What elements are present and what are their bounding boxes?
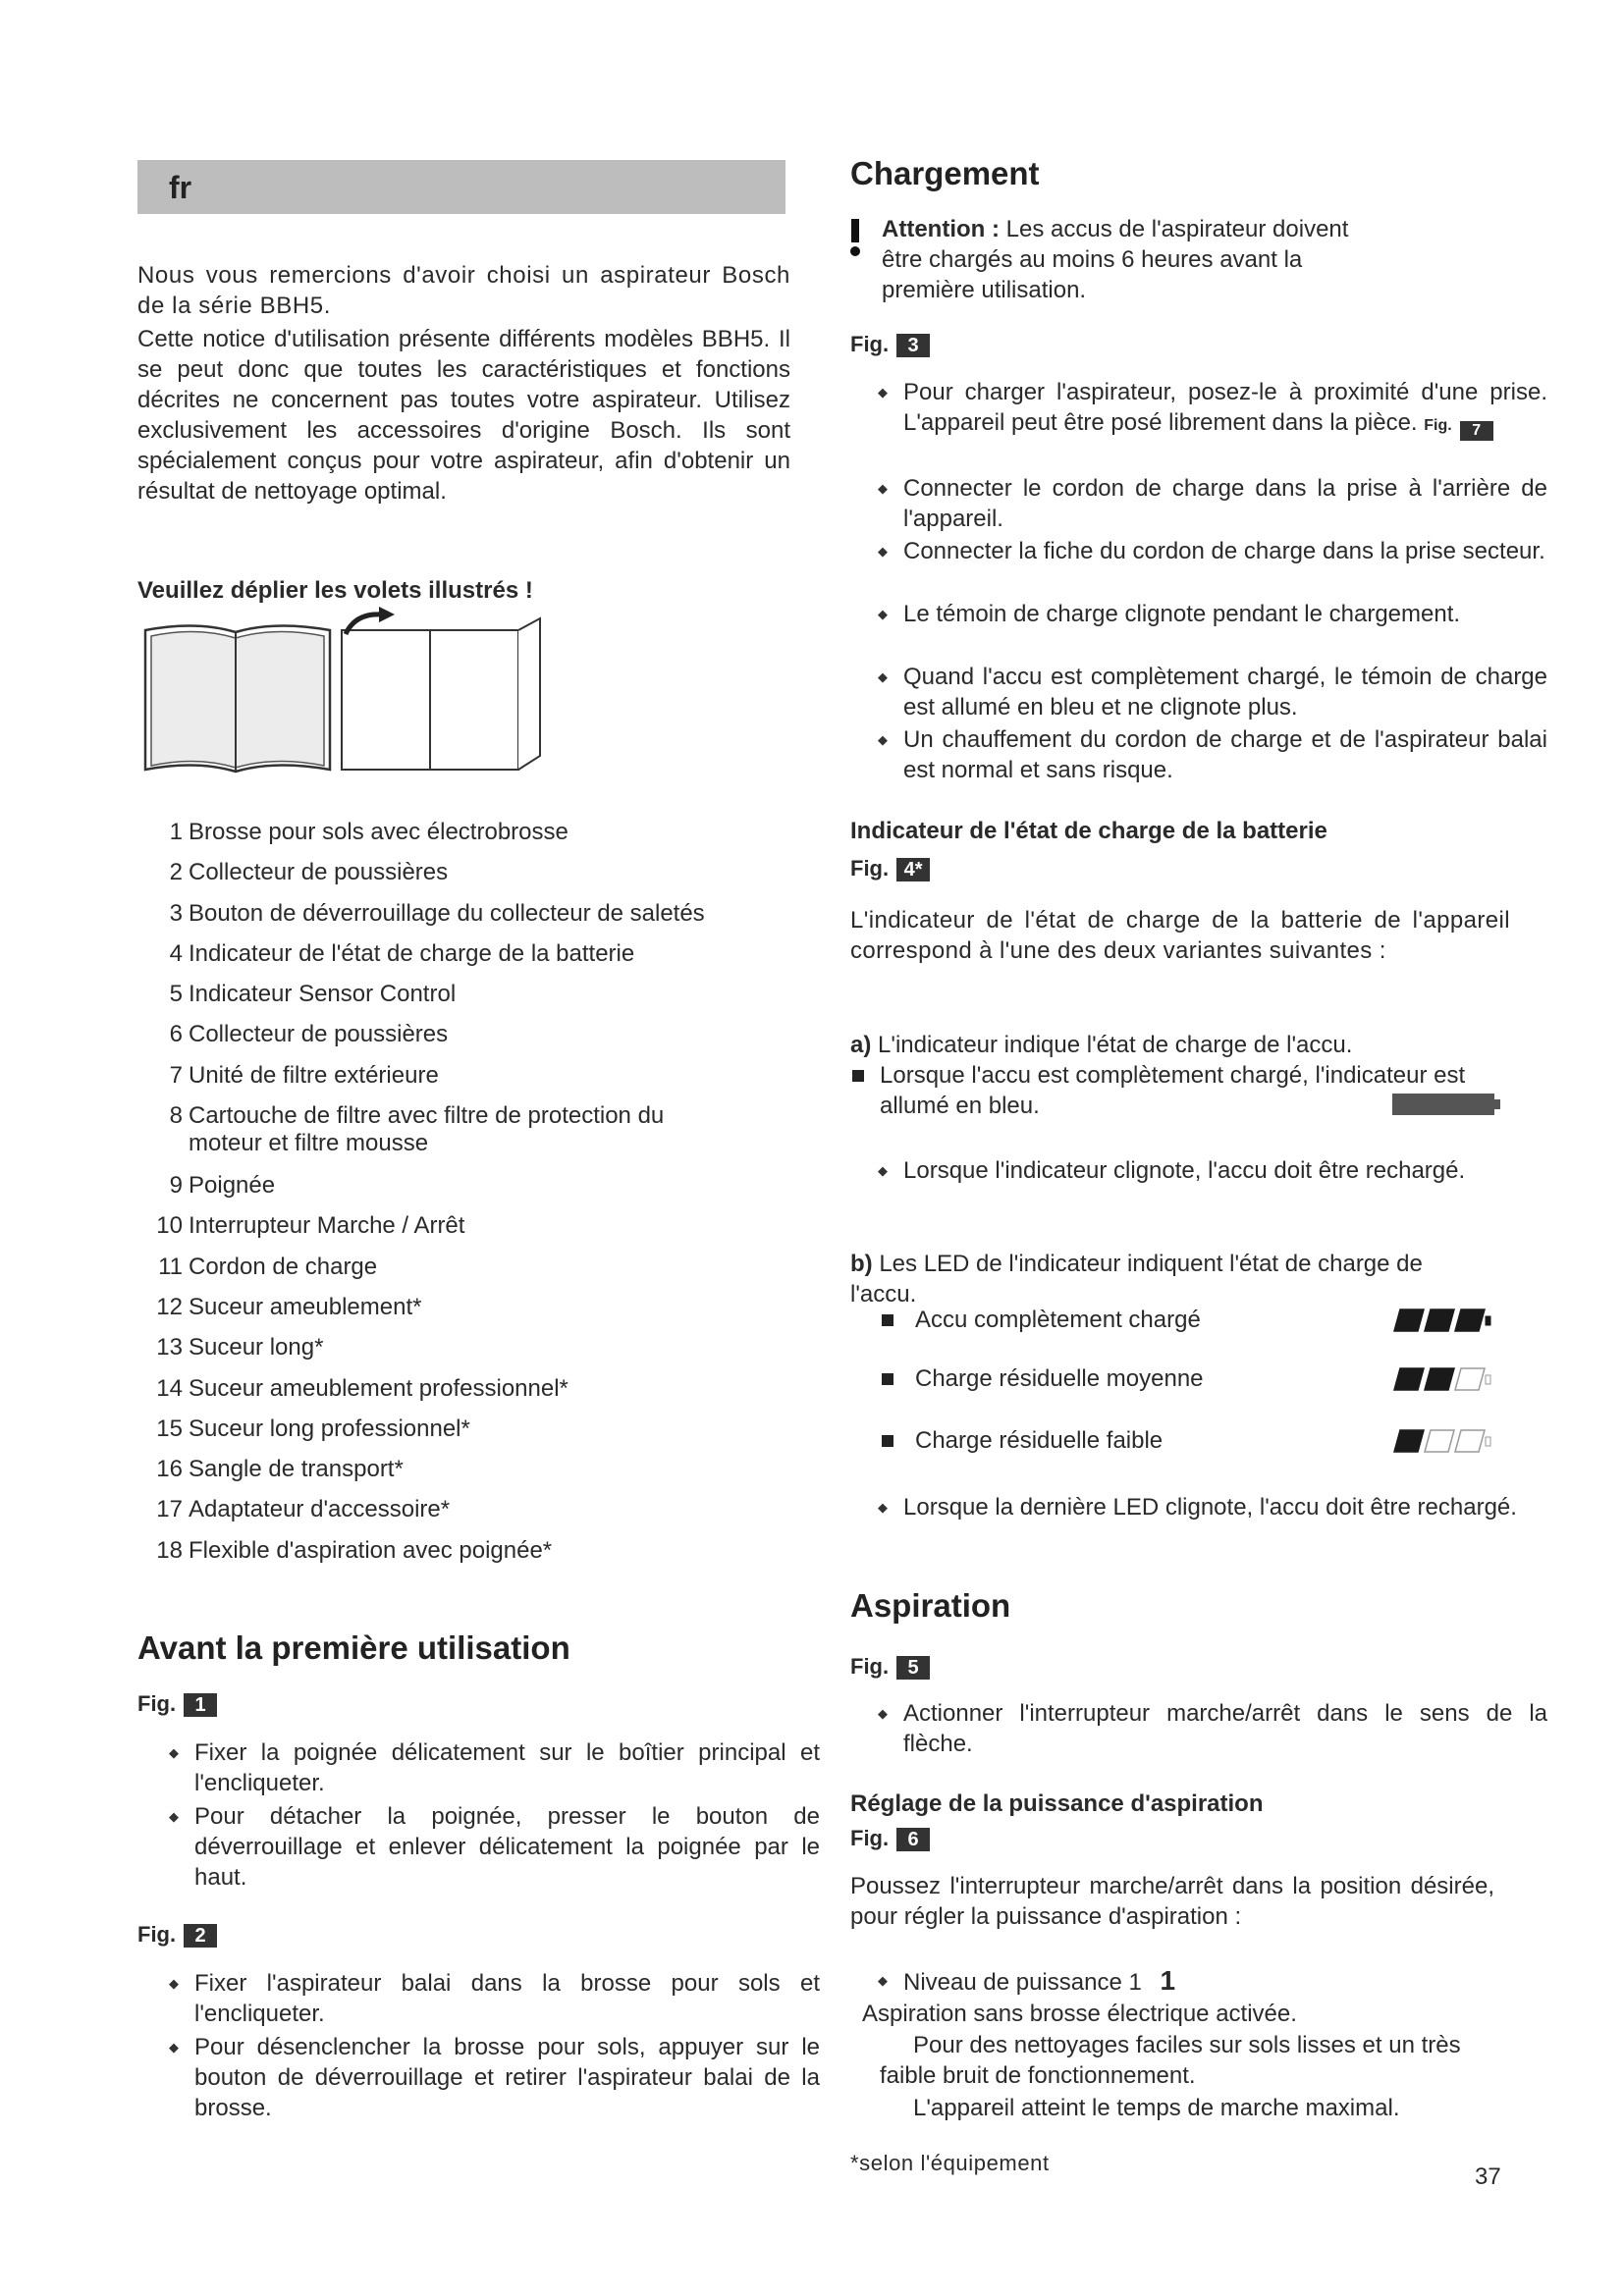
list-item: 12 Suceur ameublement* — [156, 1293, 422, 1320]
fig-number-box: 2 — [184, 1924, 217, 1948]
variant-a-blink: ◆ Lorsque l'indicateur clignote, l'accu doit être rechargé. — [874, 1155, 1532, 1186]
intro-paragraph-1: Nous vous remercions d'avoir choisi un aspirateur Bosch de la série BBH5. — [137, 262, 790, 319]
before-use-bullet-1: ◆ Fixer la poignée délicatement sur le boîtier principal et l'encliqueter. — [165, 1737, 820, 1798]
fig-number-box: 1 — [184, 1693, 217, 1717]
battery-tip — [1486, 1375, 1490, 1384]
unfold-instruction: Veuillez déplier les volets illustrés ! — [137, 577, 533, 604]
battery-led-segment — [1455, 1368, 1485, 1390]
fig-2-label: Fig. 2 — [137, 1922, 217, 1948]
fig-6-label: Fig. 6 — [850, 1826, 930, 1851]
fig-4-label: Fig. 4* — [850, 856, 930, 881]
power-level-number: 1 — [1160, 1965, 1176, 1996]
fig-number-box: 3 — [896, 334, 930, 357]
battery-led-segment — [1425, 1309, 1454, 1331]
list-item: 2 Collecteur de poussières — [169, 859, 449, 886]
fig-5-label: Fig. 5 — [850, 1654, 930, 1680]
charge-level-row: Accu complètement chargé — [880, 1305, 1518, 1336]
power-setting-intro: Poussez l'interrupteur marche/arrêt dans la position désirée, pour régler la puissance d'aspiration : — [850, 1873, 1494, 1930]
fig-number-box: 4* — [896, 858, 930, 881]
variant-b — [850, 1249, 1489, 1309]
page-number: 37 — [1475, 2163, 1501, 2190]
variant-a-text: L'indicateur indique l'état de charge de l'accu. — [878, 1032, 1353, 1058]
list-item: 9 Poignée — [169, 1172, 276, 1200]
battery-led-segment — [1394, 1430, 1424, 1452]
battery-led-segment — [1425, 1368, 1454, 1390]
power-setting-heading: Réglage de la puissance d'aspiration — [850, 1790, 1264, 1817]
exclamation-icon — [850, 219, 860, 258]
list-item: 7 Unité de filtre extérieure — [169, 1061, 439, 1089]
attention-text: Les accus de l'aspirateur doivent être chargés au moins 6 heures avant la première utilisation. — [882, 216, 1349, 303]
aspiration-heading: Aspiration — [850, 1587, 1011, 1624]
before-first-use-heading: Avant la première utilisation — [137, 1629, 570, 1666]
charge-level-row: Charge résiduelle moyenne — [880, 1363, 1518, 1395]
battery-intro: L'indicateur de l'état de charge de la batterie de l'appareil correspond à l'une des deux variantes suivantes : — [850, 907, 1510, 964]
list-item: 5 Indicateur Sensor Control — [169, 981, 457, 1008]
variant-a — [850, 1030, 1518, 1060]
aspiration-bullet-1: ◆ Actionner l'interrupteur marche/arrêt dans le sens de la flèche. — [874, 1698, 1547, 1759]
intro-paragraph-2: Cette notice d'utilisation présente différents modèles BBH5. Il se peut donc que toutes les caractéristiques et fonctions décrites ne concernent pas toutes votre aspirateur. Utilisez exclusivement les accessoires d'origine Bosch. Ils sont spécialement conçus pour votre aspirateur, afin d'obtenir un résultat de nettoyage optimal. — [137, 326, 790, 505]
list-item: 10 Interrupteur Marche / Arrêt — [156, 1212, 465, 1240]
variant-b-blink: ◆ Lorsque la dernière LED clignote, l'accu doit être rechargé. — [874, 1492, 1547, 1522]
foldout-pages-illustration — [137, 607, 550, 775]
battery-led-segment — [1425, 1430, 1454, 1452]
battery-bar-icon — [1392, 1094, 1494, 1115]
list-item: 18 Flexible d'aspiration avec poignée* — [156, 1536, 553, 1564]
variant-b-label: b) — [850, 1251, 873, 1277]
charge-level-row: Charge résiduelle faible — [880, 1425, 1518, 1457]
list-item: 16 Sangle de transport* — [156, 1456, 404, 1483]
battery-leds-icon — [1390, 1427, 1492, 1455]
fig-1-label: Fig. 1 — [137, 1691, 217, 1717]
battery-leds-icon — [1390, 1307, 1492, 1334]
fig-number-box: 7 — [1460, 421, 1493, 441]
fig-number-box: 5 — [896, 1656, 930, 1680]
attention-block — [850, 214, 1518, 305]
list-item: 8 Cartouche de filtre avec filtre de protection du moteur et filtre mousse — [169, 1102, 665, 1157]
battery-led-segment — [1455, 1430, 1485, 1452]
list-item: 4 Indicateur de l'état de charge de la batterie — [169, 939, 635, 967]
charging-bullet-4: ◆ Le témoin de charge clignote pendant le chargement. — [874, 599, 1547, 629]
charging-heading: Chargement — [850, 155, 1040, 191]
charging-bullet-3: ◆ Connecter la fiche du cordon de charge dans la prise secteur. — [874, 536, 1547, 566]
variant-a-label: a) — [850, 1032, 872, 1058]
language-header — [137, 160, 785, 214]
charging-bullet-2: ◆ Connecter le cordon de charge dans la prise à l'arrière de l'appareil. — [874, 473, 1547, 534]
power-level-runtime: L'appareil atteint le temps de marche maximal. — [913, 2095, 1400, 2121]
list-item: 13 Suceur long* — [156, 1334, 324, 1362]
battery-indicator-heading: Indicateur de l'état de charge de la batterie — [850, 818, 1327, 844]
charging-bullet-1: ◆ Pour charger l'aspirateur, posez-le à proximité d'une prise. L'appareil peut être posé librement dans la pièce. Fig. 7 — [874, 377, 1547, 441]
list-item: 15 Suceur long professionnel* — [156, 1415, 470, 1442]
battery-led-segment — [1455, 1309, 1485, 1331]
list-item: 17 Adaptateur d'accessoire* — [156, 1496, 451, 1523]
list-item: 14 Suceur ameublement professionnel* — [156, 1374, 568, 1402]
list-item: 11 Cordon de charge — [158, 1253, 378, 1280]
list-item: 6 Collecteur de poussières — [169, 1021, 449, 1048]
before-use-bullet-3: ◆ Fixer l'aspirateur balai dans la brosse pour sols et l'encliqueter. — [165, 1968, 820, 2029]
list-item: 1 Brosse pour sols avec électrobrosse — [169, 819, 568, 845]
charging-bullet-6: ◆ Un chauffement du cordon de charge et de l'aspirateur balai est normal et sans risque. — [874, 724, 1547, 785]
before-use-bullet-4: ◆ Pour désenclencher la brosse pour sols, appuyer sur le bouton de déverrouillage et retirer l'aspirateur balai de la brosse. — [165, 2032, 820, 2123]
power-level-usage: Pour des nettoyages faciles sur sols lisses et un très faible bruit de fonctionnement. — [880, 2032, 1461, 2089]
battery-led-segment — [1394, 1368, 1424, 1390]
fig-3-label: Fig. 3 — [850, 332, 930, 357]
battery-tip — [1486, 1316, 1490, 1325]
power-level-desc: Aspiration sans brosse électrique activée. — [862, 2001, 1297, 2027]
battery-tip — [1486, 1437, 1490, 1446]
list-item: 3 Bouton de déverrouillage du collecteur de saletés — [169, 899, 705, 927]
variant-a-full-charge: Lorsque l'accu est complètement chargé, l'indicateur est allumé en bleu. — [850, 1060, 1469, 1121]
variant-b-text: Les LED de l'indicateur indiquent l'état de charge de l'accu. — [850, 1251, 1423, 1308]
power-level-1: ◆ Niveau de puissance 1 1 — [874, 1965, 1547, 1998]
before-use-bullet-2: ◆ Pour détacher la poignée, presser le bouton de déverrouillage et enlever délicatement la poignée par le haut. — [165, 1801, 820, 1893]
fig-number-box: 6 — [896, 1828, 930, 1851]
battery-led-segment — [1394, 1309, 1424, 1331]
language-code: fr — [169, 170, 192, 205]
charging-bullet-5: ◆ Quand l'accu est complètement chargé, le témoin de charge est allumé en bleu et ne clignote plus. — [874, 662, 1547, 722]
attention-label: Attention : — [882, 216, 1000, 242]
parts-list — [147, 819, 790, 1577]
battery-leds-icon — [1390, 1365, 1492, 1393]
footnote: *selon l'équipement — [850, 2151, 1050, 2175]
